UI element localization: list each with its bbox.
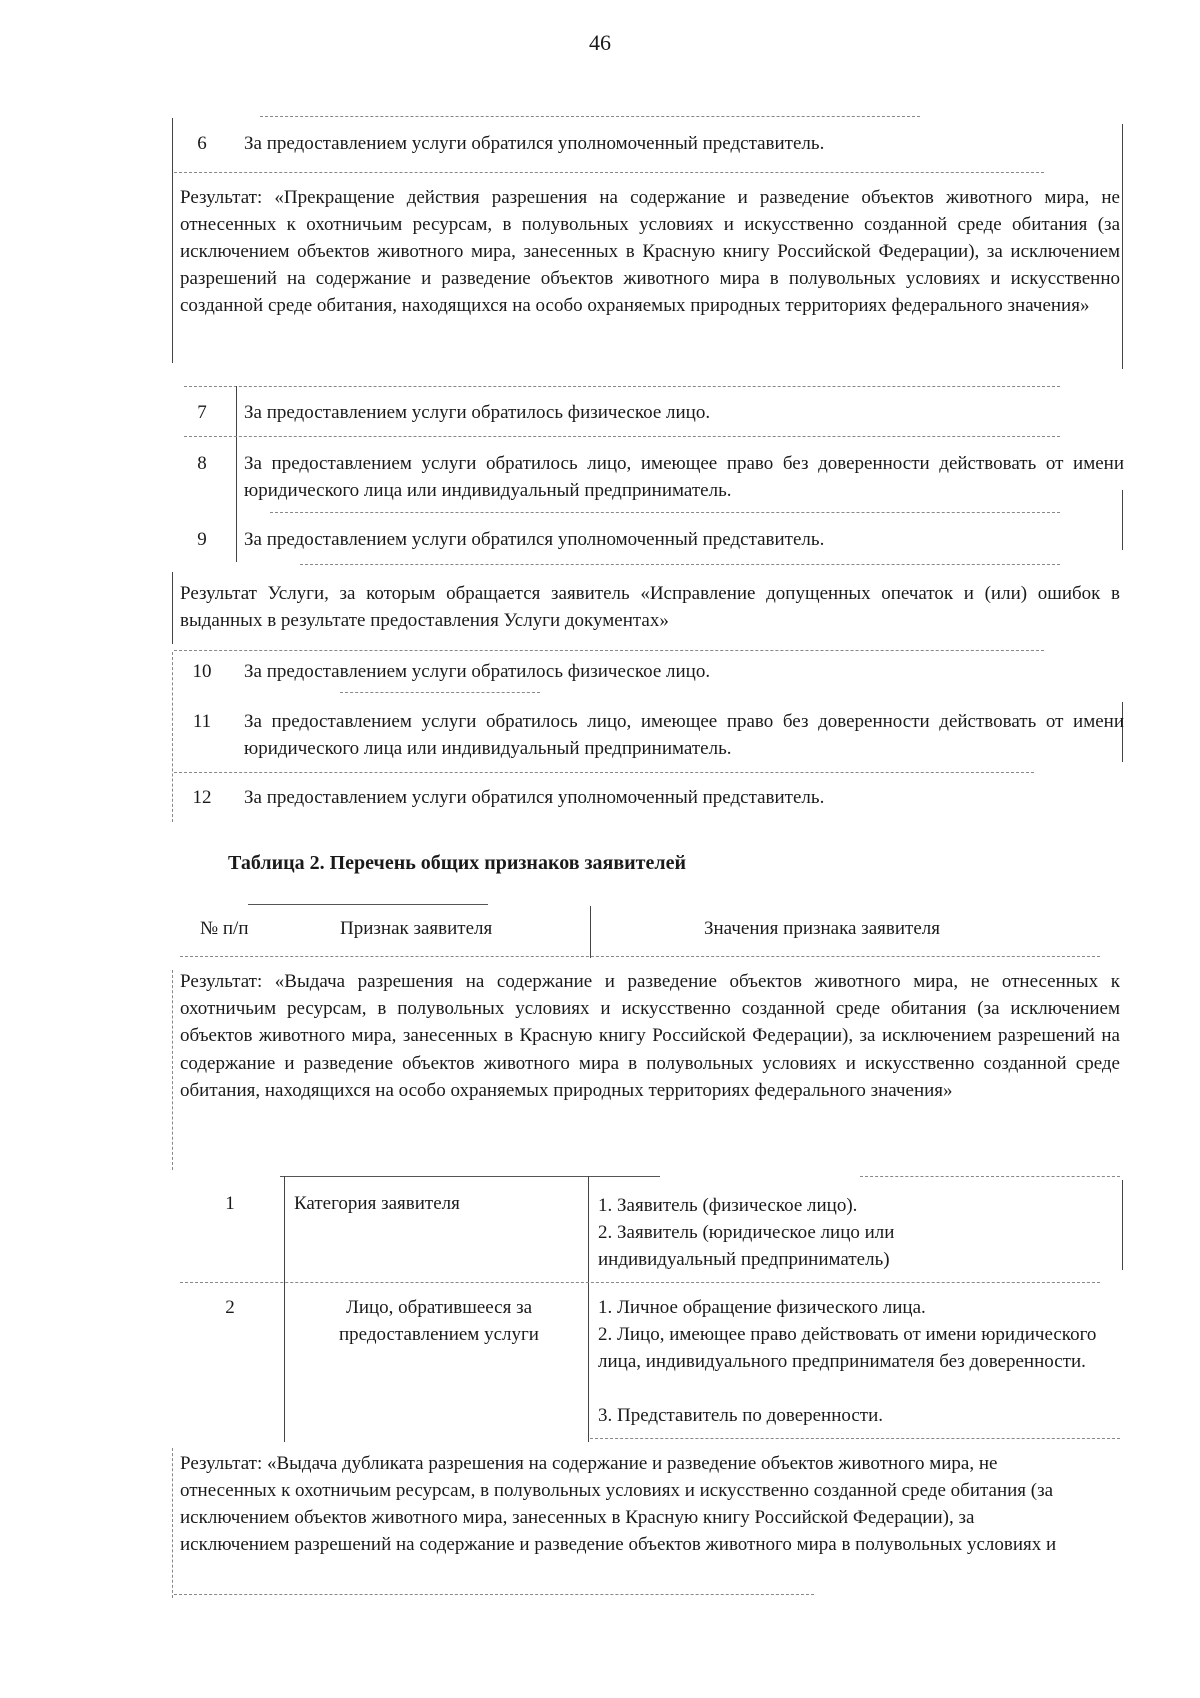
result-text: Результат Услуги, за которым обращается заявитель «Исправление допущенных опечаток и (или) ошибок в выданных в результате предоставления Услуги документах» bbox=[180, 583, 1120, 631]
divider bbox=[860, 1176, 1120, 1177]
table-border bbox=[172, 970, 173, 1170]
cell-feature: Лицо, обратившееся за предоставлением услуги bbox=[339, 1297, 539, 1345]
divider bbox=[180, 956, 1100, 957]
table-border bbox=[590, 906, 591, 958]
divider bbox=[174, 772, 1034, 773]
cell-feature: Категория заявителя bbox=[294, 1193, 460, 1214]
table-border bbox=[172, 652, 173, 822]
table-border bbox=[284, 1176, 285, 1442]
divider bbox=[248, 904, 488, 905]
divider bbox=[174, 650, 1044, 651]
table-title: Таблица 2. Перечень общих признаков заявителей bbox=[228, 852, 687, 874]
result-text: Результат: «Выдача дубликата разрешения на содержание и разведение объектов животного мира, не отнесенных к охотничьим ресурсам, в полувольных условиях и искусственно созданной среде обитания (за исключением объектов животного мира, занесенных в Красную книгу Российской Федерации), за исключением разрешений на содержание и разведение объектов животного мира в полувольных условиях и bbox=[180, 1453, 1057, 1555]
cell-value: 3. Представитель по доверенности. bbox=[598, 1405, 884, 1426]
table-border bbox=[1122, 124, 1123, 369]
table-border bbox=[236, 386, 237, 562]
page-number: 46 bbox=[589, 30, 611, 55]
cell-value: 2. Заявитель (юридическое лицо или индивидуальный предприниматель) bbox=[598, 1222, 895, 1270]
column-header-feature: Признак заявителя bbox=[340, 918, 493, 939]
cell-value: 2. Лицо, имеющее право действовать от имени юридического лица, индивидуального предпринимателя без доверенности. bbox=[598, 1324, 1097, 1372]
divider bbox=[180, 1282, 1100, 1283]
cell-value: 1. Личное обращение физического лица. bbox=[598, 1297, 926, 1318]
divider bbox=[184, 436, 1060, 437]
divider bbox=[184, 386, 1060, 387]
result-text: Результат: «Прекращение действия разрешения на содержание и разведение объектов животного мира, не отнесенных к охотничьим ресурсам, в полувольных условиях и искусственно созданной среде обитания (за исключением объектов животного мира, занесенных в Красную книгу Российской Федерации), за исключением разрешений на содержание и разведение объектов животного мира в полувольных условиях и искусственно созданной среде обитания, находящихся на особо охраняемых природных территориях федерального значения» bbox=[180, 187, 1120, 316]
cell-number: 1 bbox=[225, 1193, 235, 1214]
table-border bbox=[172, 1448, 173, 1598]
result-text: Результат: «Выдача разрешения на содержание и разведение объектов животного мира, не отнесенных к охотничьим ресурсам, в полувольных условиях и искусственно созданной среде обитания (за исключением объектов животного мира, занесенных в Красную книгу Российской Федерации), за исключением разрешений на содержание и разведение объектов животного мира в полувольных условиях и искусственно созданной среде обитания, находящихся на особо охраняемых природных территориях федерального значения» bbox=[180, 971, 1120, 1101]
column-header-number: № п/п bbox=[200, 918, 249, 939]
table-border bbox=[588, 1176, 589, 1442]
cell-number: 2 bbox=[225, 1297, 235, 1318]
cell-value: 1. Заявитель (физическое лицо). bbox=[598, 1195, 858, 1216]
divider bbox=[300, 564, 1060, 565]
table-border bbox=[172, 118, 173, 363]
table-border bbox=[172, 572, 173, 644]
divider bbox=[174, 1594, 814, 1595]
table-border bbox=[1122, 1180, 1123, 1270]
divider bbox=[590, 1438, 1120, 1439]
divider bbox=[340, 692, 540, 693]
divider bbox=[280, 1176, 660, 1177]
divider bbox=[270, 512, 1060, 513]
column-header-values: Значения признака заявителя bbox=[704, 918, 941, 939]
divider bbox=[174, 172, 1044, 173]
divider bbox=[260, 116, 920, 117]
